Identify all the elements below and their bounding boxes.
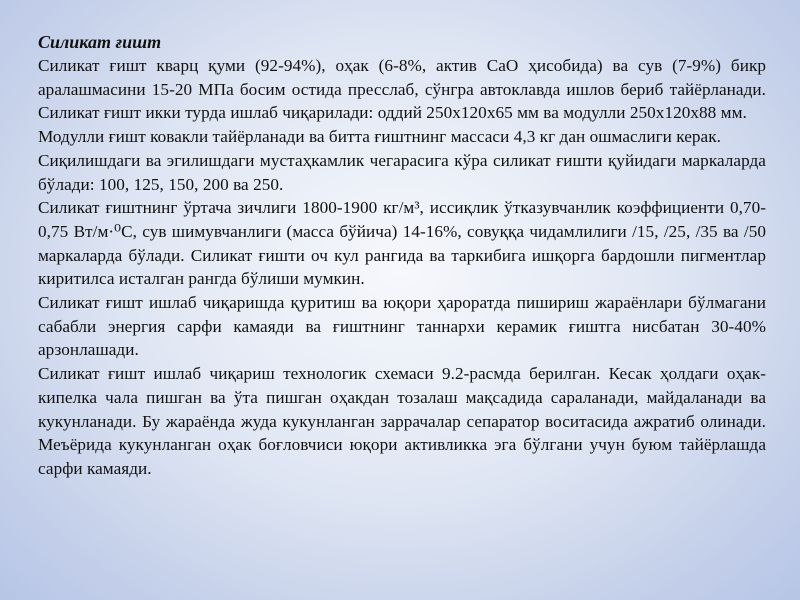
paragraph-energy: Силикат ғишт ишлаб чиқаришда қуритиш ва юқори ҳароратда пишириш жараёнлари бўлмагани сабабли энергия сарфи камаяди ва ғиштнинг таннархи керамик ғиштга нисбатан 30-40% арзонлашади.	[38, 293, 766, 360]
paragraph-composition: Силикат ғишт кварц қуми (92-94%), оҳак (6-8%, актив СаО ҳисобида) ва сув (7-9%) бикр аралашмасини 15-20 МПа босим остида пресслаб, сўнгра автоклавда ишлов бериб тайёрланади. Силикат ғишт икки турда ишлаб чиқарилади: оддий 250х120х65 мм ва модулли 250х120х88 мм.	[38, 56, 766, 123]
paragraph-properties: Силикат ғиштнинг ўртача зичлиги 1800-1900 кг/м³, иссиқлик ўтказувчанлик коэффициенти 0,70-0,75 Вт/м·⁰С, сув шимувчанлиги (масса бўйича) 14-16%, совуққа чидамлилиги /15, /25, /35 ва /50 маркаларда бўлади. Силикат ғишти оч кул рангида ва таркибига ишқорга бардошли пигментлар киритилса исталган рангда бўлиши мумкин.	[38, 198, 766, 289]
paragraph-modular-brick: Модулли ғишт ковакли тайёрланади ва битта ғиштнинг массаси 4,3 кг дан ошмаслиги керак.	[38, 127, 721, 147]
document-title: Силикат ғишт	[38, 32, 162, 52]
paragraph-grades: Сиқилишдаги ва эгилишдаги мустаҳкамлик чегарасига кўра силикат ғишти қуйидаги маркаларда бўлади: 100, 125, 150, 200 ва 250.	[38, 150, 766, 194]
paragraph-technology: Силикат ғишт ишлаб чиқариш технологик схемаси 9.2-расмда берилган. Кесак ҳолдаги оҳак-кипелка чала пишган ва ўта пишган оҳакдан тозалаш мақсадида сараланади, майдаланади ва кукунланади. Бу жараёнда жуда кукунланган заррачалар сепаратор воситасида ажратиб олинади. Меъёрида кукунланган оҳак боғловчиси юқори активликка эга бўлгани учун буюм тайёрлашда сарфи камаяди.	[38, 364, 766, 478]
